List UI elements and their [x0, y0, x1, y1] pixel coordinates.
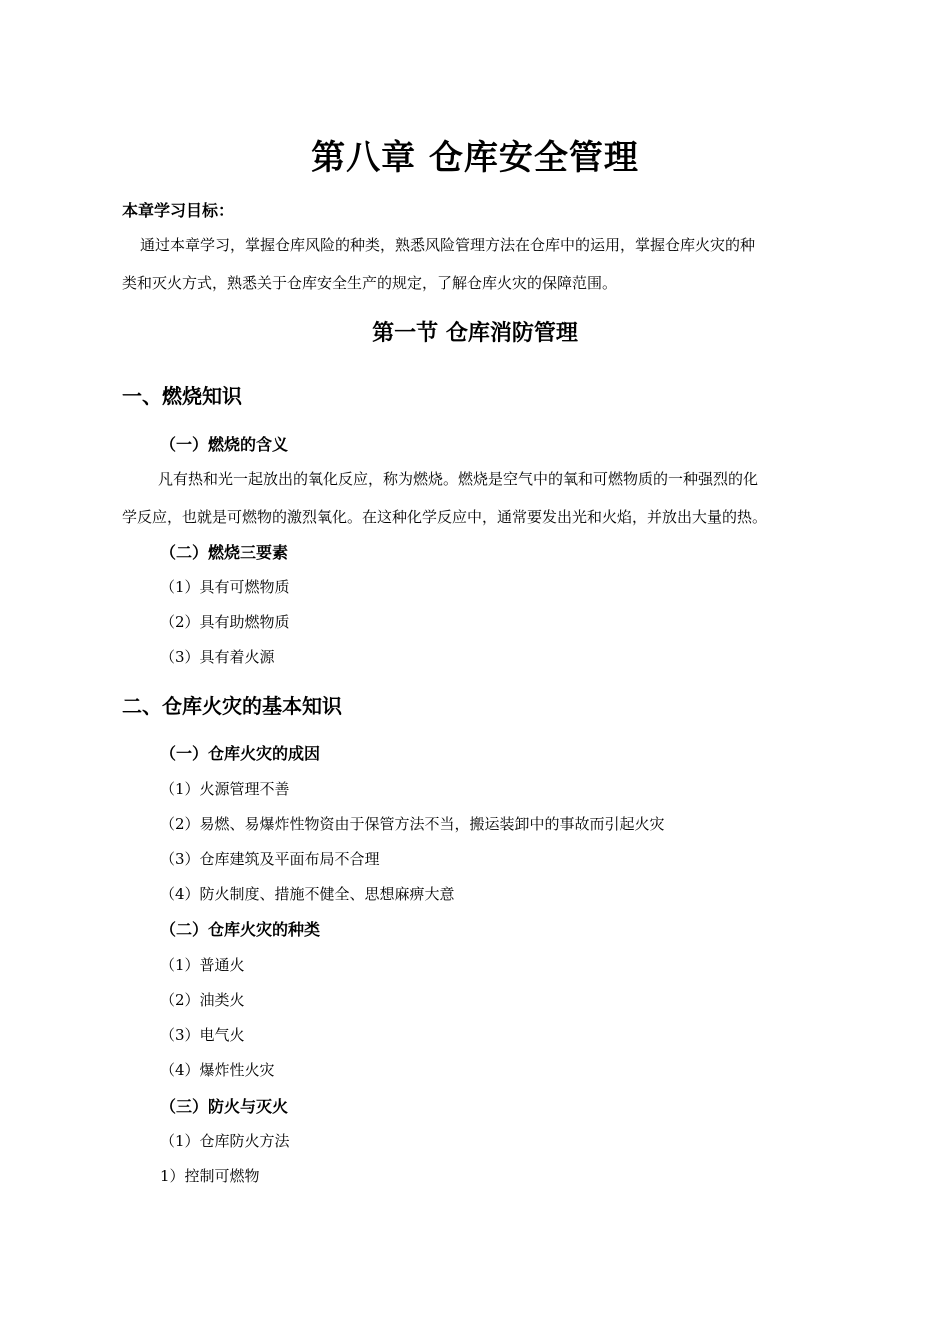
list-item: （1）火源管理不善: [160, 780, 290, 798]
learning-goals-line: 类和灭火方式，熟悉关于仓库安全生产的规定，了解仓库火灾的保障范围。: [122, 274, 618, 292]
list-item: （1）具有可燃物质: [160, 578, 290, 596]
page-title: 第八章 仓库安全管理: [311, 138, 639, 178]
paragraph-line: 学反应，也就是可燃物的激烈氧化。在这种化学反应中，通常要发出光和火焰，并放出大量的热。: [122, 508, 768, 526]
learning-goals-line: 通过本章学习，掌握仓库风险的种类，熟悉风险管理方法在仓库中的运用，掌握仓库火灾的种: [140, 236, 756, 254]
list-item: （1）普通火: [160, 956, 245, 974]
list-item: 1）控制可燃物: [160, 1167, 260, 1185]
list-item: （2）易燃、易爆炸性物资由于保管方法不当，搬运装卸中的事故而引起火灾: [160, 815, 665, 833]
subheading-fire-types: （二）仓库火灾的种类: [160, 920, 321, 939]
list-item: （2）具有助燃物质: [160, 613, 290, 631]
list-item: （2）油类火: [160, 991, 245, 1009]
learning-goals-label: 本章学习目标：: [122, 201, 235, 220]
subheading-fire-prevention: （三）防火与灭火: [160, 1097, 289, 1116]
subheading-combustion-elements: （二）燃烧三要素: [160, 543, 289, 562]
list-item: （3）具有着火源: [160, 648, 275, 666]
paragraph-line: 凡有热和光一起放出的氧化反应，称为燃烧。燃烧是空气中的氧和可燃物质的一种强烈的化: [158, 470, 759, 488]
list-item: （1）仓库防火方法: [160, 1132, 290, 1150]
subheading-combustion-meaning: （一）燃烧的含义: [160, 435, 289, 454]
list-item: （4）爆炸性火灾: [160, 1061, 275, 1079]
heading-combustion: 一、燃烧知识: [122, 384, 242, 408]
section-title: 第一节 仓库消防管理: [372, 321, 578, 346]
heading-warehouse-fire: 二、仓库火灾的基本知识: [122, 694, 342, 718]
list-item: （3）仓库建筑及平面布局不合理: [160, 850, 380, 868]
list-item: （4）防火制度、措施不健全、思想麻痹大意: [160, 885, 455, 903]
subheading-fire-causes: （一）仓库火灾的成因: [160, 744, 321, 763]
list-item: （3）电气火: [160, 1026, 245, 1044]
